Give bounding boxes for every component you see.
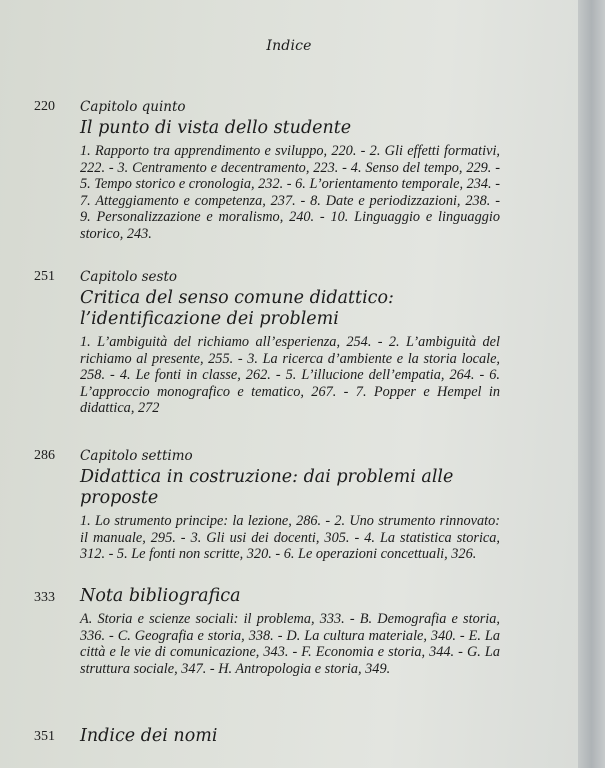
toc-page-number: 251 [34,269,55,284]
chapter-sections: 1. L’ambiguità del richiamo all’esperienza, 254. - 2. L’ambiguità del richiamo al presente, 255. - 3. La ricerca d’ambiente e la storia locale, 258. - 4. Le fonti in classe, 262. - 5. L’illucione dell’empatia, 264. - 6. L’approccio monografico e tematico, 267. - 7. Popper e Hempel in didattica, 272 [80,334,500,416]
toc-entry-content [80,447,500,563]
toc-page-number: 220 [34,99,55,114]
chapter-title: Il punto di vista dello studente [80,118,352,138]
chapter-label: Capitolo settimo [80,448,193,464]
toc-entry-content [80,586,500,677]
toc-entry-content [80,726,500,747]
running-head: Indice [266,38,312,54]
chapter-sections: 1. Lo strumento principe: la lezione, 286. - 2. Uno strumento rinnovato: il manuale, 295. - 3. Gli usi dei docenti, 305. - 4. La statistica storica, 312. - 5. Le fonti non scritte, 320. - 6. Le operazioni concettuali, 326. [80,513,500,562]
chapter-sections: 1. Rapporto tra apprendimento e sviluppo, 220. - 2. Gli effetti formativi, 222. - 3. Centramento e decentramento, 223. - 4. Senso del tempo, 229. - 5. Tempo storico e cronologia, 232. - 6. L’orientamento temporale, 234. - 7. Atteggiamento e competenza, 237. - 8. Date e periodizzazioni, 238. - 9. Personalizzazione e moralismo, 240. - 10. Linguaggio e linguaggio storico, 243. [80,143,500,242]
toc-page-number: 351 [34,729,55,744]
toc-page-number: 333 [34,590,55,605]
chapter-title: Critica del senso comune didattico: l’identificazione dei problemi [80,288,394,329]
toc-page-number: 286 [34,448,55,463]
chapter-title: Didattica in costruzione: dai problemi alle proposte [80,467,454,508]
section-title: Indice dei nomi [80,726,218,746]
toc-entry-content [80,98,500,242]
toc-entry-content [80,268,500,417]
chapter-label: Capitolo quinto [80,99,186,115]
section-title: Nota bibliografica [80,586,241,606]
page-edge [578,0,605,768]
bibliography-sections: A. Storia e scienze sociali: il problema, 333. - B. Demografia e storia, 336. - C. Geografia e storia, 338. - D. La cultura materiale, 340. - E. La città e le vie di comunicazione, 343. - F. Economia e storia, 344. - G. La struttura sociale, 347. - H. Antropologia e storia, 349. [80,611,500,677]
chapter-label: Capitolo sesto [80,269,178,285]
